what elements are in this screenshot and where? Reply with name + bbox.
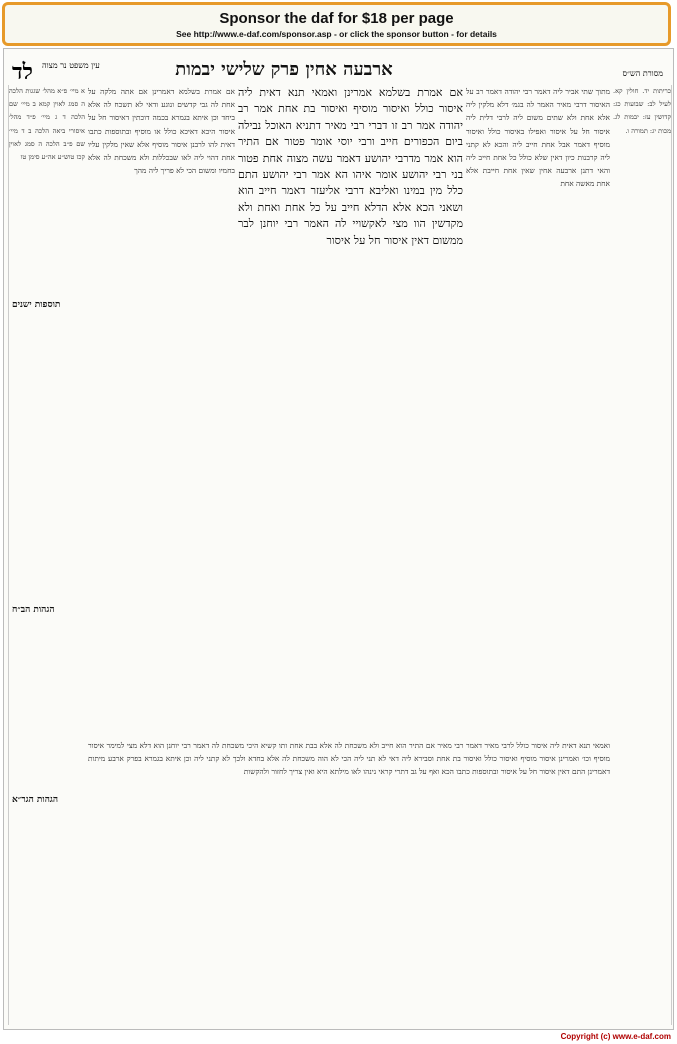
tosafot-text: אם אמרת בשלמא דאמרינן אם אתה מלקה על אחת לה גבי קדשים ונוגע ודאי לא תשכח לה אלא ביחד וכן איתא בגמרא בכמה דוכתין דאיסור חל על איסור היכא דאיכא כולל או מוסיף ובתוספות כתבו דאית להו לרבנן איסור מוסיף אלא שאין מלקין עליו אחת דהוי ליה לאו שבכללות ולא משכחת לה אלא בחמיו ומשום הכי לא פריך ליה מהך bbox=[88, 87, 235, 176]
talmud-page bbox=[3, 48, 674, 1030]
masoret-column bbox=[613, 85, 672, 1025]
rashi-text: מתוך שתי אביר ליה דאמר רבי יהודה דאמר רב על האיסור דרבי מאיר האמר לה בגמ׳ דלא מלקין ליה אלא אחת ולא שתים משום ליה לרבי דלית ליה איסור חל על איסור ואפילו באיסור כולל ואיסור מוסיף דאמר אבל אחת חייב ליה והכא לא קתני ליה קרבנות כיון דאין שלא כולל כל אחת חייב ליה והאי דתנן ארבעה אחין שאין אחת חייבת אלא אחת מאשה אחת bbox=[466, 87, 610, 189]
bottom-commentary-text: ואמאי תנא דאית ליה איסור כולל לרבי מאיר דאמר רבי מאיר אם התיר הוא חייב ולא משכחת לה אלא בבת אחת ותו קשיא היכי משכחת לה דאמר רבי יוחנן הוא דלא מצי למימר איסור מוסיף וכו׳ ואמרינן איסור מוסיף ואיסור כולל ואיסור בת אחת וסבירא ליה דאי לא תני ליה הכי לא הוה משכחת לה אלא בחדא ולכך לא קתני ליה וכן איתא בגמרא בפרק ארבע מיתות דאמרינן התם דאין איסור חל על איסור ובתוספות כתבו הכא ואף על גב דתרי קראי נינהו לאו מילתא היא ואין צריך לחזור ולהקשות bbox=[88, 741, 610, 777]
sponsor-subtext[interactable]: See http://www.e-daf.com/sponsor.asp - or click the sponsor button - for details bbox=[176, 29, 497, 39]
masoret-text: כריתות יד. חולין קא. לעיל לב: שבועות כג: קדושין עז: יבמות לג. מכות יג: תמורה ו. bbox=[613, 87, 671, 135]
ein-mishpat-header: עין משפט נר מצוה bbox=[42, 61, 100, 70]
gemara-main-column bbox=[238, 85, 463, 735]
rashi-column bbox=[466, 85, 610, 735]
page-header bbox=[4, 55, 673, 85]
masoret-header: מסורת הש״ס bbox=[622, 69, 663, 78]
gemara-main-text: אם אמרת בשלמא אמרינן ואמאי תנא דאית ליה איסור כולל ואיסור מוסיף ואיסור בת אחת אמר רב יהודה אמר רב זו דברי רבי מאיר דתניא האוכל נבילה ביום הכפורים חייב ורבי יוסי אומר פטור אם התיר הוא אמר מדרבי יהושע דאמר עשה מצוה אחת פטור בני רבי יהושע אומר איהו הא אמר רבי יהושע התם כלל מין במינו ואליבא דרבי אליעזר דאמר חייב הוא ושאני הכא אלא הדלא חייב על כל אחת ואחת ולא מקדשין הוו מצי לאקשויי לה האמר רבי יוחנן לבר ממשום דאין איסור חל על איסור bbox=[238, 86, 463, 247]
tosafot-yeshanim-label: תוספות ישנים bbox=[12, 300, 61, 310]
ein-mishpat-text: א מיי׳ פ״א מהל׳ שגגות הלכה ה סמג לאוין קמא ב מיי׳ שם הלכה ד ג מיי׳ פ״ד מהל׳ איסורי ביאה הלכה ב ד מיי׳ שם פ״ב הלכה ה סמג לאוין קכז טוש״ע אה״ע סימן טו bbox=[9, 87, 85, 162]
hagahot-hagra-label: הגהות הגר״א bbox=[12, 795, 59, 805]
folio-number: לד bbox=[12, 59, 33, 85]
sponsor-headline[interactable]: Sponsor the daf for $18 per page bbox=[219, 10, 454, 27]
bottom-commentary bbox=[88, 739, 610, 1025]
tosafot-column bbox=[88, 85, 235, 735]
ein-mishpat-column bbox=[8, 85, 85, 1025]
page-title: ארבעה אחין פרק שלישי יבמות bbox=[175, 59, 393, 80]
hagahot-habach-label: הגהות הב״ח bbox=[12, 605, 55, 615]
sponsor-banner[interactable] bbox=[2, 2, 671, 46]
copyright-notice[interactable]: Copyright (c) www.e-daf.com bbox=[560, 1032, 671, 1041]
